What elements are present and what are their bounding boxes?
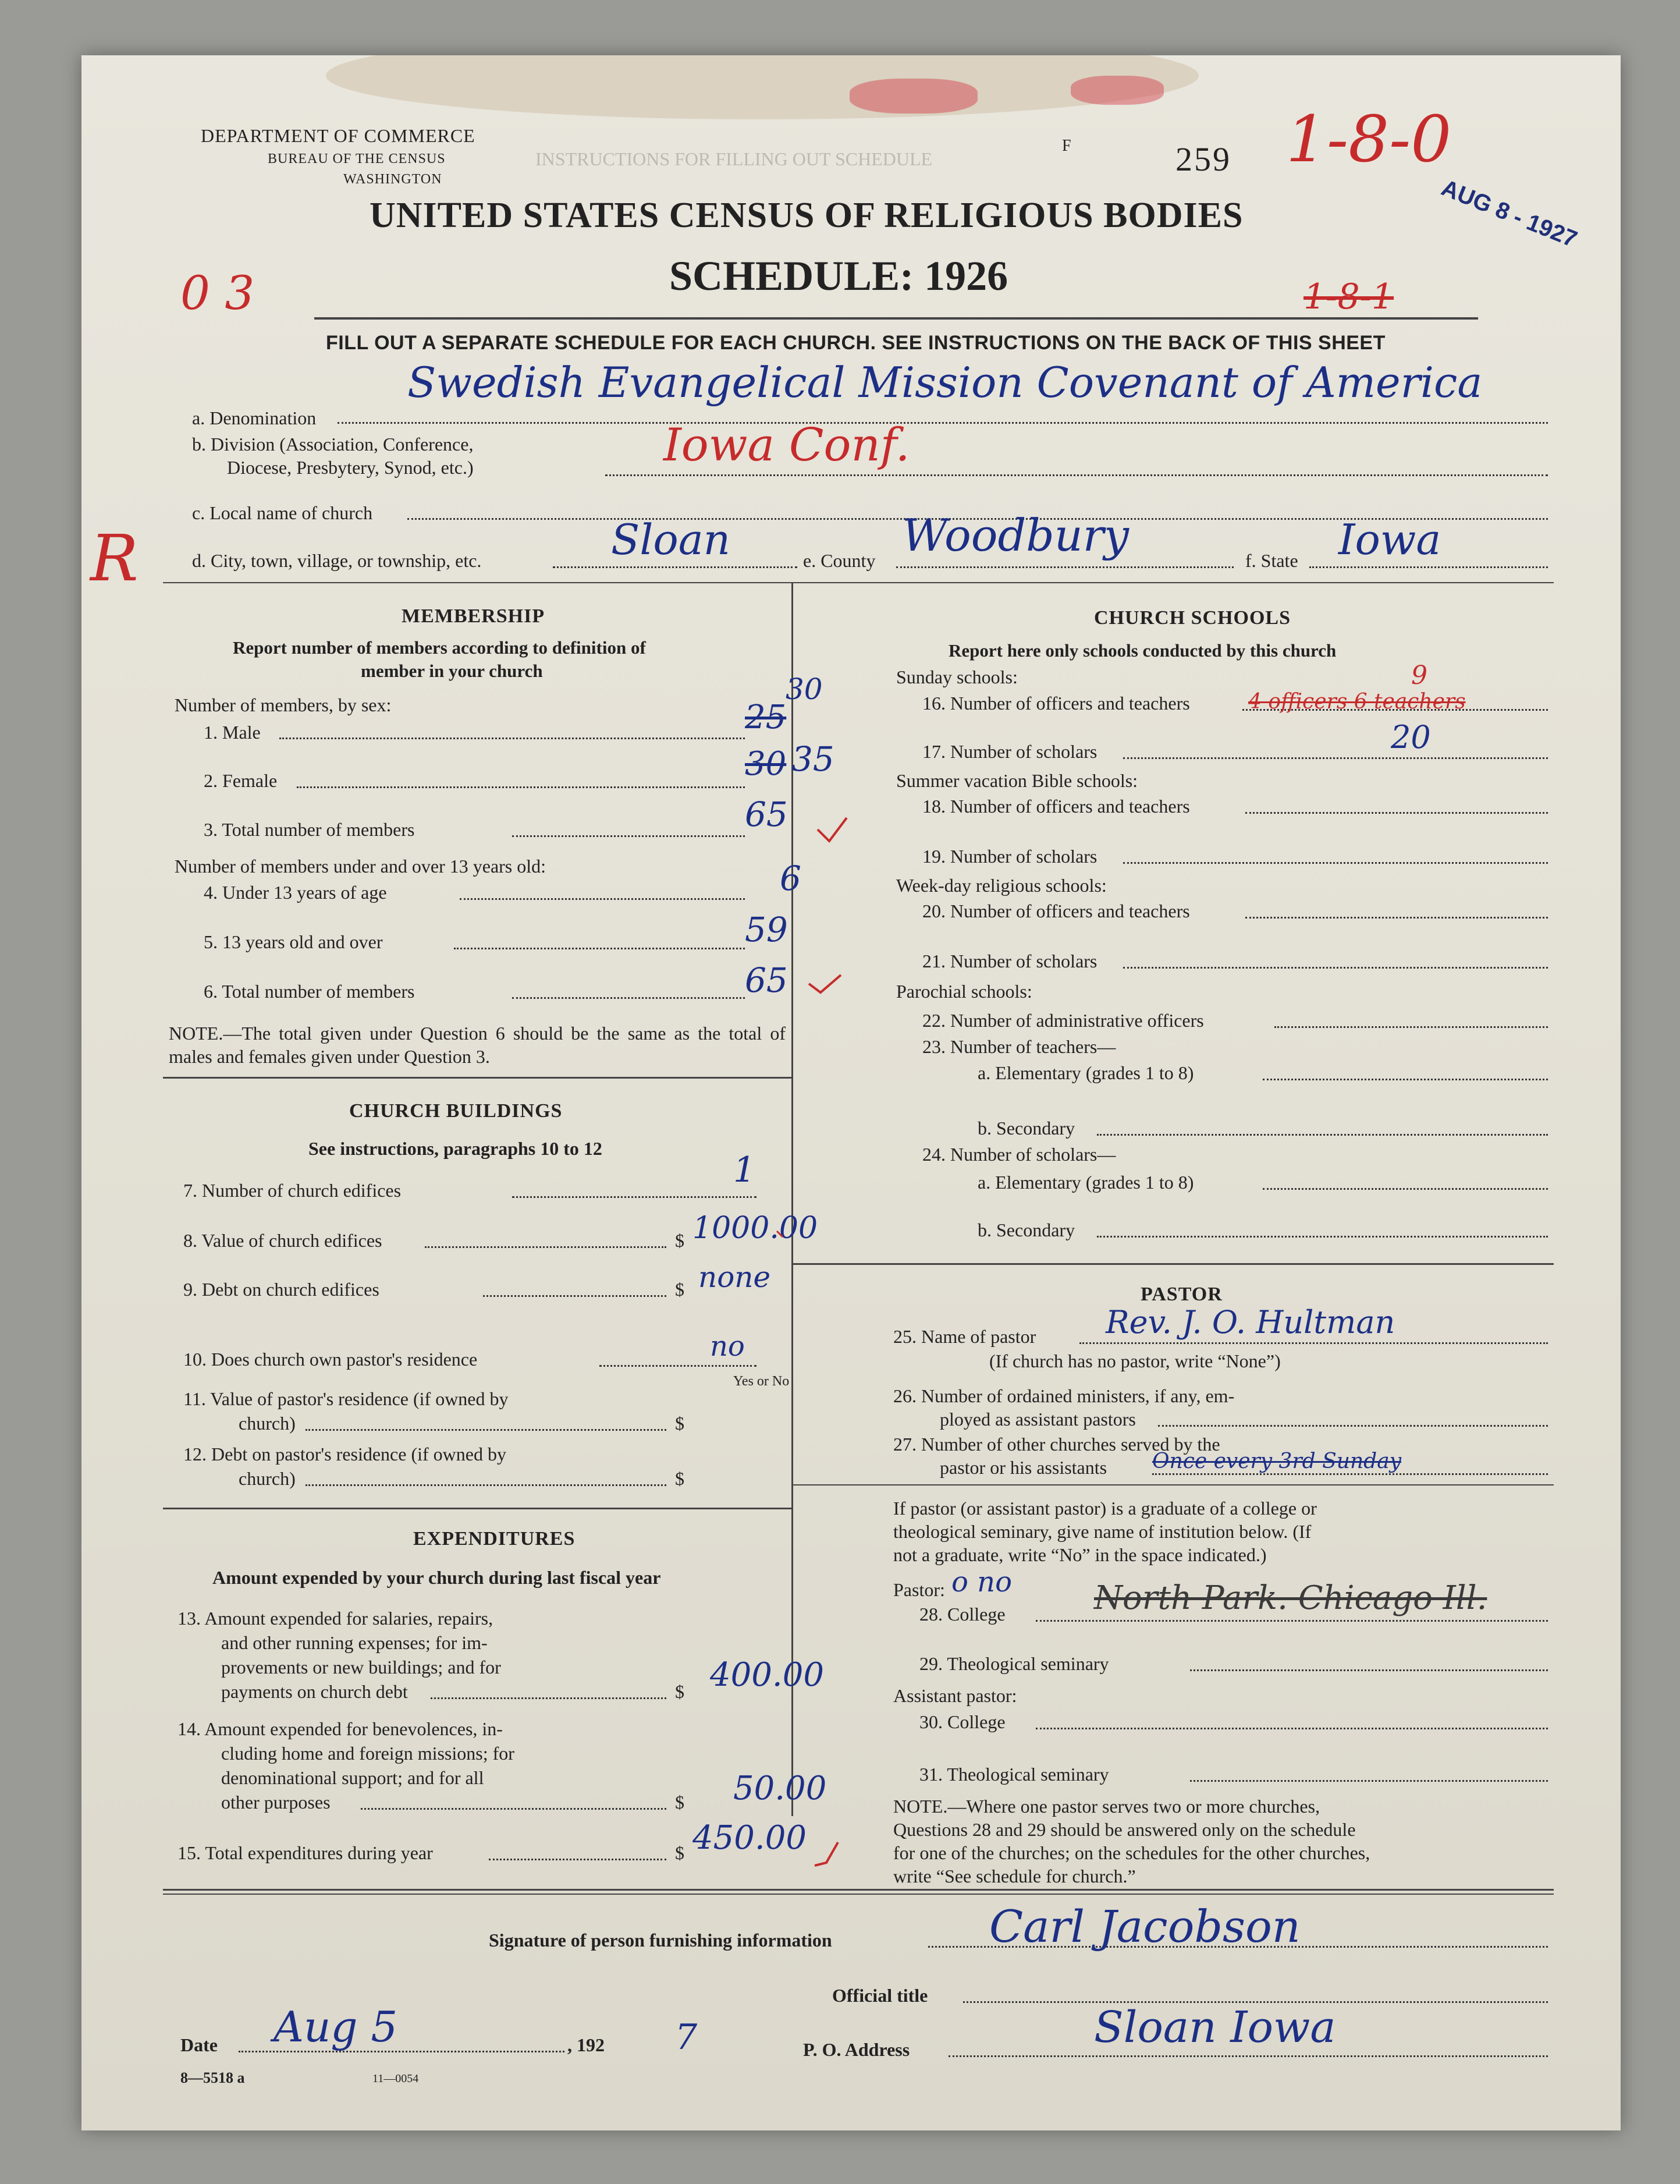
pastor-note-2: Questions 28 and 29 should be answered only on the schedule [893, 1819, 1356, 1840]
q28-label: 28. College [919, 1604, 1006, 1625]
q24a-label: a. Elementary (grades 1 to 8) [978, 1172, 1194, 1193]
signature-label: Signature of person furnishing information [489, 1930, 832, 1951]
bureau-label: BUREAU OF THE CENSUS [268, 151, 446, 166]
q3-label: 3. Total number of members [204, 819, 415, 840]
pastor-note-3: for one of the churches; on the schedules for the other churches, [893, 1842, 1370, 1863]
received-date-stamp: AUG 8 - 1927 [1437, 175, 1581, 253]
red-ink-stain [850, 79, 978, 114]
pastor-label: Pastor: [893, 1579, 945, 1600]
q27-label: 27. Number of other churches served by the [893, 1434, 1220, 1455]
section-rule [163, 1508, 791, 1509]
q5-label: 5. 13 years old and over [204, 931, 383, 952]
po-address-label: P. O. Address [803, 2039, 910, 2060]
summer-label: Summer vacation Bible schools: [896, 770, 1138, 791]
q6-value: 65 [745, 960, 788, 1000]
q17-value: 20 [1391, 719, 1431, 756]
print-number: 11—0054 [372, 2072, 419, 2085]
schedule-title: SCHEDULE: 1926 [669, 253, 1008, 299]
sunday-label: Sunday schools: [896, 666, 1018, 687]
q3-value: 65 [745, 795, 788, 834]
dept-label: DEPARTMENT OF COMMERCE [201, 125, 475, 146]
q15-dollar: $ [675, 1842, 684, 1863]
grad-instruction-2: theological seminary, give name of institution below. (If [893, 1521, 1312, 1542]
po-address-value: Sloan Iowa [1094, 2002, 1336, 2052]
membership-intro: Report number of members according to definition of [233, 637, 646, 658]
expenditures-heading: EXPENDITURES [413, 1528, 576, 1550]
q14-label: 14. Amount expended for benevolences, in- [177, 1718, 503, 1739]
q27-label-2: pastor or his assistants [940, 1457, 1107, 1478]
buildings-heading: CHURCH BUILDINGS [349, 1100, 563, 1122]
q14-label-4: other purposes [221, 1792, 331, 1813]
date-value: Aug 5 [274, 2002, 398, 2051]
q8-value: 1000.00 [692, 1211, 818, 1246]
q12-dollar: $ [675, 1468, 684, 1489]
q9-label: 9. Debt on church edifices [183, 1279, 379, 1300]
left-red-code: 0 3 [180, 266, 255, 320]
q2-struck: 30 [745, 745, 787, 783]
by-age-label: Number of members under and over 13 years old: [175, 856, 546, 877]
margin-mark: R [90, 521, 138, 595]
divider [314, 317, 1478, 320]
q7-label: 7. Number of church edifices [183, 1180, 402, 1201]
membership-heading: MEMBERSHIP [402, 605, 545, 627]
q23b-label: b. Secondary [978, 1118, 1075, 1139]
q13-label-4: payments on church debt [221, 1681, 408, 1702]
section-rule [163, 1894, 1554, 1895]
q29-label: 29. Theological seminary [919, 1653, 1109, 1674]
q11-label: 11. Value of pastor's residence (if owned by [183, 1388, 509, 1409]
serial-number: 259 [1175, 140, 1231, 178]
q1-label: 1. Male [204, 722, 261, 743]
expenditures-sub: Amount expended by your church during last fiscal year [212, 1567, 661, 1588]
red-ink-stain [1071, 76, 1164, 105]
q13-label: 13. Amount expended for salaries, repairs, [177, 1608, 493, 1629]
by-sex-label: Number of members, by sex: [175, 694, 392, 715]
pastor-note-4: write “See schedule for church.” [893, 1866, 1136, 1887]
q17-label: 17. Number of scholars [922, 741, 1097, 762]
section-rule [163, 1889, 1554, 1891]
state-value: Iowa [1338, 515, 1441, 564]
state-label: f. State [1245, 550, 1298, 571]
county-value: Woodbury [902, 509, 1129, 561]
schools-intro: Report here only schools conducted by this church [949, 640, 1337, 661]
q15-label: 15. Total expenditures during year [177, 1842, 433, 1863]
struck-code: 1-8-1 [1303, 276, 1394, 317]
q1-struck: 25 [745, 699, 787, 736]
q13-value: 400.00 [710, 1656, 824, 1694]
grad-instruction-3: not a graduate, write “No” in the space indicated.) [893, 1544, 1267, 1565]
assistant-label: Assistant pastor: [893, 1685, 1017, 1706]
grad-instruction: If pastor (or assistant pastor) is a graduate of a college or [893, 1498, 1317, 1519]
q6-label: 6. Total number of members [204, 981, 415, 1002]
q26-label: 26. Number of ordained ministers, if any, em- [893, 1385, 1235, 1406]
schools-heading: CHURCH SCHOOLS [1094, 607, 1291, 629]
denomination-label: a. Denomination [192, 407, 317, 428]
q5-value: 59 [745, 910, 788, 949]
red-code: 1-8-0 [1286, 102, 1452, 176]
q2-label: 2. Female [204, 770, 278, 791]
q10-value: no [710, 1330, 745, 1363]
q14-dollar: $ [675, 1792, 684, 1813]
q11-dollar: $ [675, 1413, 684, 1434]
membership-intro-2: member in your church [361, 661, 543, 681]
q9-value: none [698, 1260, 771, 1294]
denomination-value: Swedish Evangelical Mission Covenant of America [407, 358, 1483, 407]
section-rule [793, 1263, 1554, 1265]
city-label: WASHINGTON [343, 172, 442, 187]
q13-label-2: and other running expenses; for im- [221, 1632, 488, 1653]
q14-value: 50.00 [733, 1770, 827, 1807]
fill-instruction: FILL OUT A SEPARATE SCHEDULE FOR EACH CHURCH. SEE INSTRUCTIONS ON THE BACK OF THIS SHEET [326, 332, 1386, 354]
division-label-2: Diocese, Presbytery, Synod, etc.) [227, 457, 474, 478]
q13-label-3: provements or new buildings; and for [221, 1657, 501, 1678]
date-label: Date [180, 2034, 218, 2055]
q24-label: 24. Number of scholars— [922, 1144, 1116, 1165]
q30-label: 30. College [919, 1711, 1006, 1732]
q25-hint: (If church has no pastor, write “None”) [989, 1350, 1281, 1371]
q1-value: 30 [786, 672, 823, 706]
q8-dollar: $ [675, 1230, 684, 1251]
census-schedule-sheet [81, 55, 1621, 2130]
q16-label: 16. Number of officers and teachers [922, 693, 1190, 714]
division-label: b. Division (Association, Conference, [192, 434, 474, 455]
q23a-label: a. Elementary (grades 1 to 8) [978, 1062, 1194, 1083]
q13-dollar: $ [675, 1681, 684, 1702]
q8-label: 8. Value of church edifices [183, 1230, 382, 1251]
q31-label: 31. Theological seminary [919, 1764, 1109, 1785]
local-name-label: c. Local name of church [192, 502, 373, 523]
q28-value: North Park. Chicago Ill. [1094, 1579, 1487, 1617]
q16-value: 9 [1411, 661, 1427, 690]
q9-dollar: $ [675, 1279, 684, 1300]
city-value: Sloan [611, 515, 730, 564]
official-title-label: Official title [832, 1985, 928, 2006]
q4-label: 4. Under 13 years of age [204, 882, 387, 903]
parochial-label: Parochial schools: [896, 981, 1032, 1002]
q10-hint: Yes or No [733, 1374, 790, 1389]
q21-label: 21. Number of scholars [922, 951, 1097, 972]
q7-value: 1 [733, 1150, 756, 1190]
q26-label-2: ployed as assistant pastors [940, 1409, 1136, 1430]
section-rule [163, 582, 1554, 583]
q20-label: 20. Number of officers and teachers [922, 900, 1190, 921]
q4-value: 6 [780, 859, 801, 898]
q23-label: 23. Number of teachers— [922, 1036, 1116, 1057]
water-stain [326, 55, 1199, 119]
section-rule [163, 1077, 791, 1079]
q10-label: 10. Does church own pastor's residence [183, 1349, 478, 1370]
form-number: 8—5518 a [180, 2069, 245, 2086]
q27-value: Once every 3rd Sunday [1152, 1449, 1402, 1473]
q2-value: 35 [791, 739, 834, 779]
county-label: e. County [803, 550, 876, 571]
city-field-label: d. City, town, village, or township, etc. [192, 550, 482, 571]
q22-label: 22. Number of administrative officers [922, 1010, 1204, 1031]
q16-struck: 4 officers 6 teachers [1248, 690, 1466, 714]
q25-value: Rev. J. O. Hultman [1106, 1304, 1395, 1341]
q11-label-2: church) [239, 1413, 296, 1434]
division-value: Iowa Conf. [663, 419, 910, 471]
q18-label: 18. Number of officers and teachers [922, 796, 1190, 817]
form-title: UNITED STATES CENSUS OF RELIGIOUS BODIES [370, 196, 1244, 235]
pastor-heading: PASTOR [1141, 1284, 1223, 1305]
q19-label: 19. Number of scholars [922, 846, 1097, 867]
q14-label-2: cluding home and foreign missions; for [221, 1743, 514, 1764]
bleedthrough-text: INSTRUCTIONS FOR FILLING OUT SCHEDULE [535, 148, 933, 169]
q12-label: 12. Debt on pastor's residence (if owned by [183, 1444, 506, 1465]
pastor-note: NOTE.—Where one pastor serves two or more churches, [893, 1796, 1320, 1817]
year-prefix: , 192 [567, 2034, 605, 2055]
q12-label-2: church) [239, 1468, 296, 1489]
weekday-label: Week-day religious schools: [896, 875, 1107, 896]
pastor-mark: o no [951, 1566, 1012, 1598]
q25-label: 25. Name of pastor [893, 1326, 1036, 1347]
buildings-sub: See instructions, paragraphs 10 to 12 [308, 1138, 602, 1159]
membership-note: NOTE.—The total given under Question 6 should be the same as the total of males and females given under Question 3. [169, 1023, 786, 1067]
q15-value: 450.00 [692, 1819, 807, 1857]
q24b-label: b. Secondary [978, 1219, 1075, 1240]
serial-prefix: F [1062, 137, 1071, 155]
year-value: 7 [675, 2017, 698, 2058]
signature-value: Carl Jacobson [989, 1901, 1301, 1952]
q14-label-3: denominational support; and for all [221, 1767, 484, 1788]
section-rule [793, 1484, 1554, 1485]
